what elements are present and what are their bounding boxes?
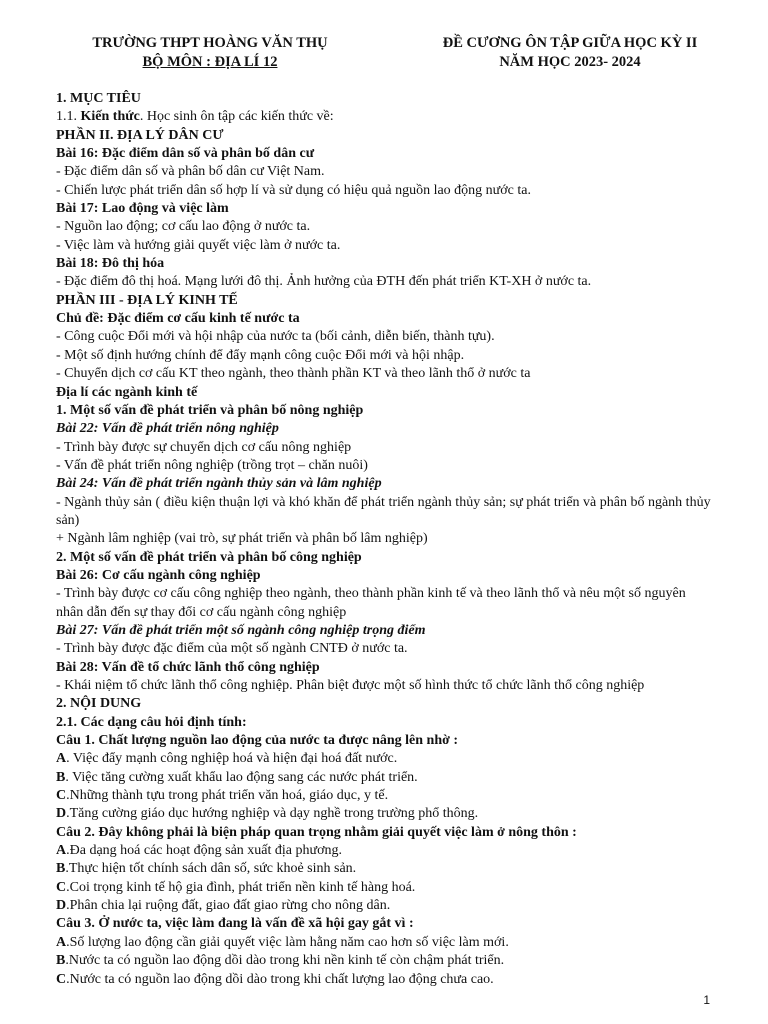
header-left bbox=[60, 34, 360, 72]
topic-heading: Chủ đề: Đặc điểm cơ cấu kinh tế nước ta bbox=[56, 311, 300, 327]
answer-option bbox=[56, 750, 716, 768]
option-key: C bbox=[56, 879, 67, 895]
option-text: .Nước ta có nguồn lao động dồi dào trong khi nền kinh tế còn chậm phát triển. bbox=[65, 953, 505, 969]
answer-option bbox=[56, 787, 716, 805]
answer-option bbox=[56, 805, 716, 823]
lesson-heading: Bài 22: Vấn đề phát triển nông nghiệp bbox=[56, 421, 279, 437]
header-right bbox=[400, 34, 740, 72]
part-heading: PHẦN III - ĐỊA LÝ KINH TẾ bbox=[56, 292, 238, 308]
option-key: C bbox=[56, 971, 67, 987]
objective-line bbox=[56, 108, 716, 126]
option-key: C bbox=[56, 788, 67, 804]
lesson-heading: Bài 17: Lao động và việc làm bbox=[56, 201, 229, 217]
objective-number: 1.1. bbox=[56, 109, 81, 125]
option-text: . Việc tăng cường xuất khẩu lao động sang các nước phát triển. bbox=[65, 769, 418, 785]
answer-option bbox=[56, 952, 716, 970]
answer-option bbox=[56, 769, 716, 787]
option-text: .Phân chia lại ruộng đất, giao đất giao rừng cho nông dân. bbox=[66, 898, 391, 914]
option-key: D bbox=[56, 898, 67, 914]
part-heading: PHẦN II. ĐỊA LÝ DÂN CƯ bbox=[56, 127, 224, 143]
document-header bbox=[0, 34, 768, 74]
option-key: A bbox=[56, 843, 67, 859]
option-text: . Việc đẩy mạnh công nghiệp hoá và hiện đại hoá đất nước. bbox=[66, 751, 398, 767]
section-heading: 1. MỤC TIÊU bbox=[56, 91, 141, 106]
option-text: .Những thành tựu trong phát triển văn hoá, giáo dục, y tế. bbox=[66, 788, 389, 804]
school-year: NĂM HỌC 2023- 2024 bbox=[499, 54, 641, 70]
subsection-heading: 2.1. Các dạng câu hỏi định tính: bbox=[56, 714, 247, 730]
objective-text: . Học sinh ôn tập các kiến thức về: bbox=[139, 109, 334, 125]
option-key: A bbox=[56, 751, 67, 767]
section-heading: 2. NỘI DUNG bbox=[56, 696, 142, 712]
option-text: .Nước ta có nguồn lao động dồi dào trong khi chất lượng lao động chưa cao. bbox=[66, 971, 494, 987]
objective-keyword: Kiến thức bbox=[80, 109, 140, 125]
school-name: TRƯỜNG THPT HOÀNG VĂN THỤ bbox=[92, 35, 328, 51]
bullet-line: - Khái niệm tổ chức lãnh thổ công nghiệp. Phân biệt được một số hình thức tổ chức lãnh thổ công nghiệp bbox=[56, 678, 645, 693]
answer-option bbox=[56, 971, 716, 989]
option-text: .Đa dạng hoá các hoạt động sản xuất địa phương. bbox=[66, 843, 342, 859]
option-key: B bbox=[56, 769, 66, 785]
answer-option bbox=[56, 879, 716, 897]
bullet-line: - Đặc điểm đô thị hoá. Mạng lưới đô thị. Ảnh hưởng của ĐTH đến phát triển KT-XH ở nước ta. bbox=[56, 274, 592, 290]
option-key: B bbox=[56, 953, 66, 969]
bullet-line: - Công cuộc Đổi mới và hội nhập của nước ta (bối cảnh, diễn biến, thành tựu). bbox=[56, 329, 495, 345]
lesson-heading: Bài 27: Vấn đề phát triển một số ngành công nghiệp trọng điểm bbox=[56, 622, 426, 638]
option-key: B bbox=[56, 861, 66, 877]
bullet-paragraph: - Trình bày được cơ cấu công nghiệp theo ngành, theo thành phần kinh tế và theo lãnh thổ và nêu một số nguyên nhân dẫn đến sự thay đổi cơ cấu ngành công nghiệp bbox=[56, 586, 686, 620]
document-body bbox=[56, 90, 716, 989]
department-name: BỘ MÔN : ĐỊA LÍ 12 bbox=[142, 54, 278, 70]
option-text: .Số lượng lao động cần giải quyết việc làm hằng năm cao hơn số việc làm mới. bbox=[66, 934, 509, 950]
lesson-heading: Bài 24: Vấn đề phát triển ngành thủy sản và lâm nghiệp bbox=[56, 476, 382, 492]
subsection-heading: Địa lí các ngành kinh tế bbox=[56, 384, 198, 400]
bullet-line: - Vấn đề phát triển nông nghiệp (trồng trọt – chăn nuôi) bbox=[56, 457, 368, 473]
subsection-heading: 1. Một số vấn đề phát triển và phân bố nông nghiệp bbox=[56, 402, 364, 418]
bullet-line: - Trình bày được sự chuyển dịch cơ cấu nông nghiệp bbox=[56, 439, 352, 455]
bullet-line: - Chiến lược phát triển dân số hợp lí và sử dụng có hiệu quả nguồn lao động nước ta. bbox=[56, 182, 531, 198]
lesson-heading: Bài 18: Đô thị hóa bbox=[56, 256, 165, 272]
bullet-line: - Một số định hướng chính để đẩy mạnh công cuộc Đổi mới và hội nhập. bbox=[56, 347, 465, 363]
bullet-paragraph: - Ngành thủy sản ( điều kiện thuận lợi và khó khăn để phát triển ngành thủy sản; sự phát triển và phân bố ngành thủy sản) bbox=[56, 494, 711, 528]
option-text: .Tăng cường giáo dục hướng nghiệp và dạy nghề trong trường phổ thông. bbox=[66, 806, 479, 822]
subsection-heading: 2. Một số vấn đề phát triển và phân bố công nghiệp bbox=[56, 549, 362, 565]
bullet-line: + Ngành lâm nghiệp (vai trò, sự phát triển và phân bố lâm nghiệp) bbox=[56, 531, 428, 547]
question-stem: Câu 3. Ở nước ta, việc làm đang là vấn đề xã hội gay gắt vì : bbox=[56, 916, 414, 932]
bullet-line: - Trình bày được đặc điểm của một số ngành CNTĐ ở nước ta. bbox=[56, 641, 408, 657]
answer-option bbox=[56, 897, 716, 915]
question-stem: Câu 2. Đây không phải là biện pháp quan trọng nhằm giải quyết việc làm ở nông thôn : bbox=[56, 824, 577, 840]
answer-option bbox=[56, 934, 716, 952]
document-title: ĐỀ CƯƠNG ÔN TẬP GIỮA HỌC KỲ II bbox=[442, 35, 698, 51]
answer-option bbox=[56, 860, 716, 878]
option-text: .Thực hiện tốt chính sách dân số, sức khoẻ sinh sản. bbox=[65, 861, 357, 877]
option-text: .Coi trọng kinh tế hộ gia đình, phát triển nền kinh tế hàng hoá. bbox=[66, 879, 416, 895]
option-key: D bbox=[56, 806, 67, 822]
page-number: 1 bbox=[703, 993, 710, 1007]
bullet-line: - Việc làm và hướng giải quyết việc làm ở nước ta. bbox=[56, 237, 341, 253]
bullet-line: - Chuyển dịch cơ cấu KT theo ngành, theo thành phần KT và theo lãnh thổ ở nước ta bbox=[56, 366, 531, 382]
option-key: A bbox=[56, 934, 67, 950]
lesson-heading: Bài 26: Cơ cấu ngành công nghiệp bbox=[56, 567, 261, 583]
question-stem: Câu 1. Chất lượng nguồn lao động của nước ta được nâng lên nhờ : bbox=[56, 733, 459, 749]
lesson-heading: Bài 16: Đặc điểm dân số và phân bố dân cư bbox=[56, 146, 315, 162]
bullet-line: - Đặc điểm dân số và phân bố dân cư Việt Nam. bbox=[56, 164, 325, 180]
lesson-heading: Bài 28: Vấn đề tổ chức lãnh thổ công nghiệp bbox=[56, 659, 320, 675]
bullet-line: - Nguồn lao động; cơ cấu lao động ở nước ta. bbox=[56, 219, 311, 235]
answer-option bbox=[56, 842, 716, 860]
